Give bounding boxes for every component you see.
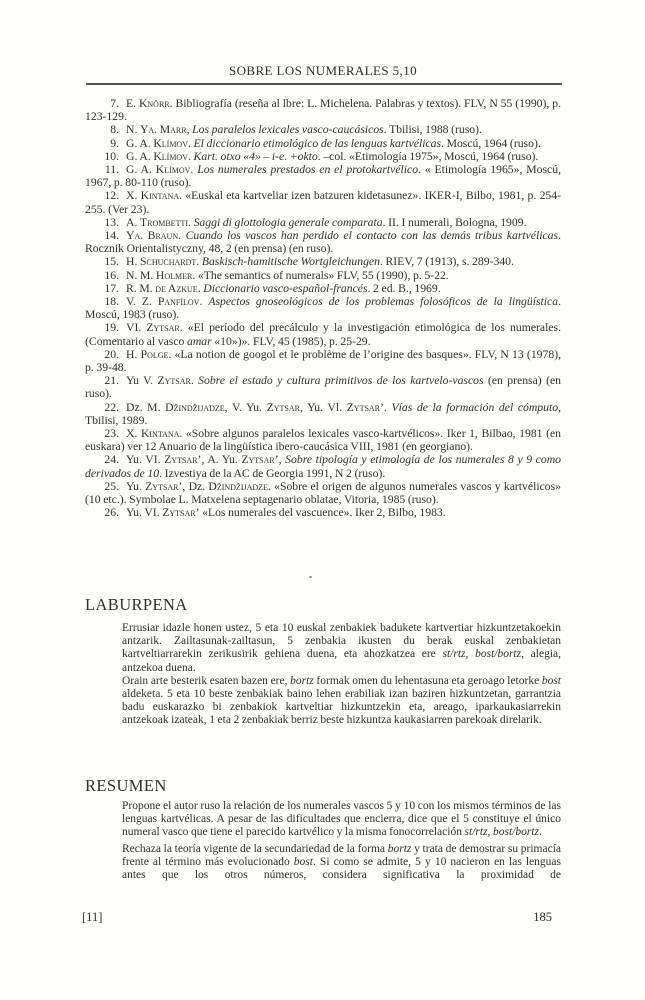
author-name: Zytsar’ [145, 479, 183, 493]
abstract-paragraph [122, 675, 561, 728]
abstract-paragraph [122, 843, 561, 883]
text-run: . [188, 136, 194, 150]
reference-item [85, 295, 561, 321]
reference-item [85, 163, 561, 189]
reference-item [85, 348, 561, 374]
reference-number: 13. [104, 215, 119, 229]
header-rule [86, 83, 562, 85]
work-title: Sobre tipología y etimología de los numerales 8 y 9 como derivados de 10 [85, 453, 561, 480]
text-run: , Dz. [182, 479, 209, 493]
text-run: Yu. VI. [126, 453, 165, 467]
work-title: amar [186, 334, 212, 348]
text-run: . « Etimología 1965», Moscú, 1967, p. 80-110 (ruso). [85, 163, 561, 190]
text-run: , [186, 123, 193, 137]
author-name: Ya. Braun [126, 229, 179, 243]
work-title: bortz [387, 842, 412, 855]
work-title: bost [541, 674, 561, 687]
text-run: V. Z. [126, 295, 158, 309]
text-run: . Izvestiya de la AC de Georgia 1991, N 2 (ruso). [159, 466, 386, 480]
author-name: Zytsar [266, 400, 300, 414]
reference-item [85, 189, 561, 215]
reference-item [85, 453, 561, 479]
footer-page-marker: [11] [82, 910, 103, 924]
work-title: Diccionario vasco-español-francés [203, 281, 368, 295]
text-run: . Si como se admite, 5 y 10 nacieron en las lenguas antes que los otros números, considera significativa la proximidad de [122, 855, 562, 882]
reference-number: 16. [104, 268, 119, 282]
reference-number: 18. [104, 295, 119, 309]
reference-number: 9. [110, 136, 119, 150]
author-name: Džindžijadze [208, 479, 268, 493]
reference-number: 11. [104, 163, 119, 177]
section-title-resumen: RESUMEN [85, 776, 167, 795]
work-title: Los numerales prestados en el protokartvélico [197, 163, 419, 177]
author-name: Zytsar’ [162, 506, 200, 520]
text-run: . [190, 163, 198, 177]
text-run: Yu. [126, 479, 146, 493]
text-run: . II. I numerali, Bologna, 1909. [382, 215, 527, 229]
reference-number: 20. [104, 347, 119, 361]
author-name: Trombetti [139, 215, 189, 229]
text-run: , V. Yu. [224, 400, 267, 414]
text-run: G. A. [126, 149, 154, 163]
text-run: VI. [126, 321, 147, 335]
text-run: . «Euskal eta kartveliar izen batzuren kidetasunez». IKER-I, Bilbo, 1981, p. 254-255. (Ver 23). [85, 189, 562, 216]
text-run: . «Sobre algunos paralelos lexicales vasco-kartvélicos». Iker 1, Bilbao, 1981 (en euskara) ver 12 Anuario de la lingüística ibero-caucásica VIII, 1981 (en georgiano). [85, 427, 562, 454]
author-name: Schuchardt [139, 255, 197, 269]
text-run: H. [126, 255, 140, 269]
text-run: Yu V. [126, 374, 158, 388]
section-title-laburpena: LABURPENA [85, 595, 188, 614]
reference-item [85, 97, 561, 123]
reference-number: 21. [104, 374, 119, 388]
text-run: G. A. [126, 136, 154, 150]
author-name: Zytsar’ [241, 453, 279, 467]
reference-number: 23. [104, 427, 119, 441]
text-run: aldeketa. 5 eta 10 beste zenbakiak baino lehen erabiliak izan baziren hizkuntzetan, garrantzia badu euskarazko bi zenbakiok kartveltiar hizkuntzekin eta, areago, iparkaukasiarrekin antzekoak izateak, 1 eta 2 zenbakiak berriz beste hizkuntza kaukasiarren parekoak direlarik. [122, 688, 561, 727]
text-run: Orain arte besterik esaten bazen ere, [122, 674, 291, 687]
text-run: . –col. «Etimología 1975», Moscú, 1964 (ruso). [317, 149, 539, 163]
text-run: . Bibliografía (reseña al lbre: L. Michelena. Palabras y textos). FLV, N 55 (1990), p. 123-129. [85, 97, 561, 124]
text-run: . [197, 281, 204, 295]
text-run: . Tbilisi, 1988 (ruso). [383, 123, 482, 137]
text-run: , [278, 453, 286, 467]
text-run: , [465, 648, 476, 661]
reference-number: 15. [104, 255, 119, 269]
author-name: Klímov [155, 163, 191, 177]
text-run: . «El período del precálculo y la investigación etimológica de los numerales. (Comentario al vasco [85, 321, 561, 348]
work-title: El diccionario etimológico de las lenguas kartvélicas [193, 136, 442, 150]
work-title: st/rtz [464, 826, 488, 839]
author-name: de Azkue [155, 281, 198, 295]
work-title: Vías de la formación del cómputo [391, 400, 559, 414]
author-name: Klímov [153, 136, 188, 150]
author-name: Zytsar [157, 374, 191, 388]
text-run: «Los numerales del vascuence». Iker 2, Bilbo, 1983. [199, 506, 446, 520]
text-run: . RIEV, 7 (1913), s. 289-340. [379, 255, 514, 269]
text-run: . [190, 374, 199, 388]
text-run: . Rocznik Orientalistyczny, 48, 2 (en prensa) (en ruso). [85, 229, 561, 256]
text-run: Rechaza la teoría vigente de la secundariedad de la forma [122, 842, 388, 855]
abstract-paragraph [122, 800, 561, 840]
author-name: Kintana [140, 427, 180, 441]
reference-list [85, 97, 561, 520]
text-run: G. A. [126, 163, 156, 177]
reference-item [85, 269, 561, 282]
work-title: Baskisch-hamitische Wortgleichungen [201, 255, 380, 269]
text-run: y trata de demostrar su primacía frente al término más evolucionado [122, 842, 561, 868]
reference-item [85, 229, 561, 255]
author-name: Kintana [140, 189, 180, 203]
text-run: X. [126, 427, 141, 441]
text-run: . [196, 255, 202, 269]
author-name: Polge [140, 347, 169, 361]
work-title: Cuando los vascos han perdido el contacto con las demás tribus kartvélicas [185, 229, 559, 243]
author-name: Zytsar’ [164, 453, 202, 467]
author-name: Panfílov [157, 295, 200, 309]
work-title: Kart. otxo «4» – i-e. +okto [193, 149, 318, 163]
text-run: «10»)». FLV, 45 (1985), p. 25-29. [211, 334, 371, 348]
author-name: Ya. Marr [139, 123, 187, 137]
reference-number: 10. [104, 149, 119, 163]
reference-item [85, 321, 561, 347]
author-name: Klímov [153, 149, 188, 163]
text-run: , Tbilisi, 1989. [85, 400, 562, 427]
reference-number: 26. [104, 506, 119, 520]
footer-page-number: 185 [533, 910, 552, 924]
text-run: Propone el autor ruso la relación de los numerales vascos 5 y 10 con los mismos términos de las lenguas kartvélicas. A pesar de las dificultades que encierra, dice que el 5 constituye el único numeral vasco que tiene el parecido kartvélico y la misma fonocorrelación [122, 800, 561, 839]
text-run: . [188, 215, 194, 229]
reference-number: 19. [104, 321, 119, 335]
work-title: Aspectos gnoseológicos de los problemas folosóficos de la lingüística [208, 295, 559, 309]
reference-item [85, 255, 561, 268]
text-run: N. M. [126, 268, 156, 282]
text-run: . «The semantics of numerals» FLV, 55 (1990), p. 5-22. [192, 268, 449, 282]
text-run: . [539, 826, 542, 839]
reference-item [85, 506, 561, 519]
work-title: Los paralelos lexicales vasco-caucásicos [192, 123, 384, 137]
text-run: Dz. M. [126, 400, 166, 414]
work-title: Saggi di glottologia generale comparata [193, 215, 383, 229]
text-run: Yu. VI. [126, 506, 163, 520]
laburpena-abstract [122, 622, 561, 728]
author-name: Holmer [155, 268, 193, 282]
work-title: st/rtz [442, 648, 466, 661]
text-run: A. [126, 215, 140, 229]
reference-item [85, 123, 561, 136]
text-run: H. [126, 347, 141, 361]
reference-item [85, 282, 561, 295]
text-run: . [178, 229, 186, 243]
text-run: R. M. [126, 281, 156, 295]
text-run: , Yu. Vl. [299, 400, 347, 414]
text-run: . [188, 149, 194, 163]
author-name: Zytsar’ [346, 400, 384, 414]
author-name: Zytsar [146, 321, 180, 335]
reference-number: 12. [104, 189, 119, 203]
text-run: . Moscú, 1983 (ruso). [85, 295, 561, 322]
text-run: X. [126, 189, 141, 203]
reference-item [85, 401, 561, 427]
author-name: Knörr [138, 97, 170, 110]
text-run: . Moscú, 1964 (ruso). [441, 136, 541, 150]
work-title: bost/bortz [492, 826, 539, 839]
resumen-abstract [122, 800, 561, 882]
work-title: bortz [290, 674, 314, 687]
reference-item [85, 150, 561, 163]
abstract-paragraph [122, 622, 561, 675]
text-run: , alegia, antzekoa duena. [122, 648, 562, 674]
text-run: . 2 ed. B., 1969. [367, 281, 441, 295]
text-run: formak omen du lehentasuna eta geroago letorke [313, 674, 542, 687]
reference-number: 22. [104, 400, 119, 414]
text-run: , [487, 826, 493, 839]
reference-number: 7. [110, 97, 119, 110]
reference-number: 25. [104, 479, 119, 493]
text-run: . «Sobre el origen de algunos numerales vascos y kartvélicos» (10 etc.). Symbolae L. Matxelena septagenario oblatae, Vitoria, 1985 (ruso). [85, 479, 562, 507]
scan-speck [309, 576, 312, 578]
work-title: Sobre el estado y cultura primitivos de los kartvelo-vascos [198, 374, 484, 388]
text-run: (en prensa) (en ruso). [85, 374, 562, 401]
reference-number: 24. [104, 453, 119, 467]
reference-item [85, 374, 561, 400]
text-run: , A. Yu. [201, 453, 242, 467]
running-title: SOBRE LOS NUMERALES 5,10 [228, 63, 417, 78]
work-title: bost/bortz [475, 648, 522, 661]
text-run: Errusiar idazle honen ustez, 5 eta 10 euskal zenbakiek badukete kartvertiar hizkuntzetakoekin antzarik. Zailtasunak-zailtasun, 5 zenbakia ikusten du berak euskal zenbakietan kartveltiarrarekin zerikusirik gehiena duena, eta ahozkatzea ere [122, 622, 561, 661]
reference-item [85, 216, 561, 229]
text-run: N. [126, 123, 140, 137]
text-run: E. [126, 97, 139, 110]
text-run: . [383, 400, 392, 414]
work-title: bost [293, 855, 313, 868]
reference-number: 8. [110, 123, 119, 137]
text-run: . «La notion de googol et le problème de l’origine des basques». FLV, N 13 (1978), p. 39-48. [85, 347, 562, 375]
reference-item [85, 137, 561, 150]
author-name: Džindžijadze [165, 400, 225, 414]
reference-number: 17. [104, 281, 119, 295]
reference-item [85, 480, 561, 506]
reference-item [85, 427, 561, 453]
reference-number: 14. [104, 229, 119, 243]
text-run: . [199, 295, 209, 309]
